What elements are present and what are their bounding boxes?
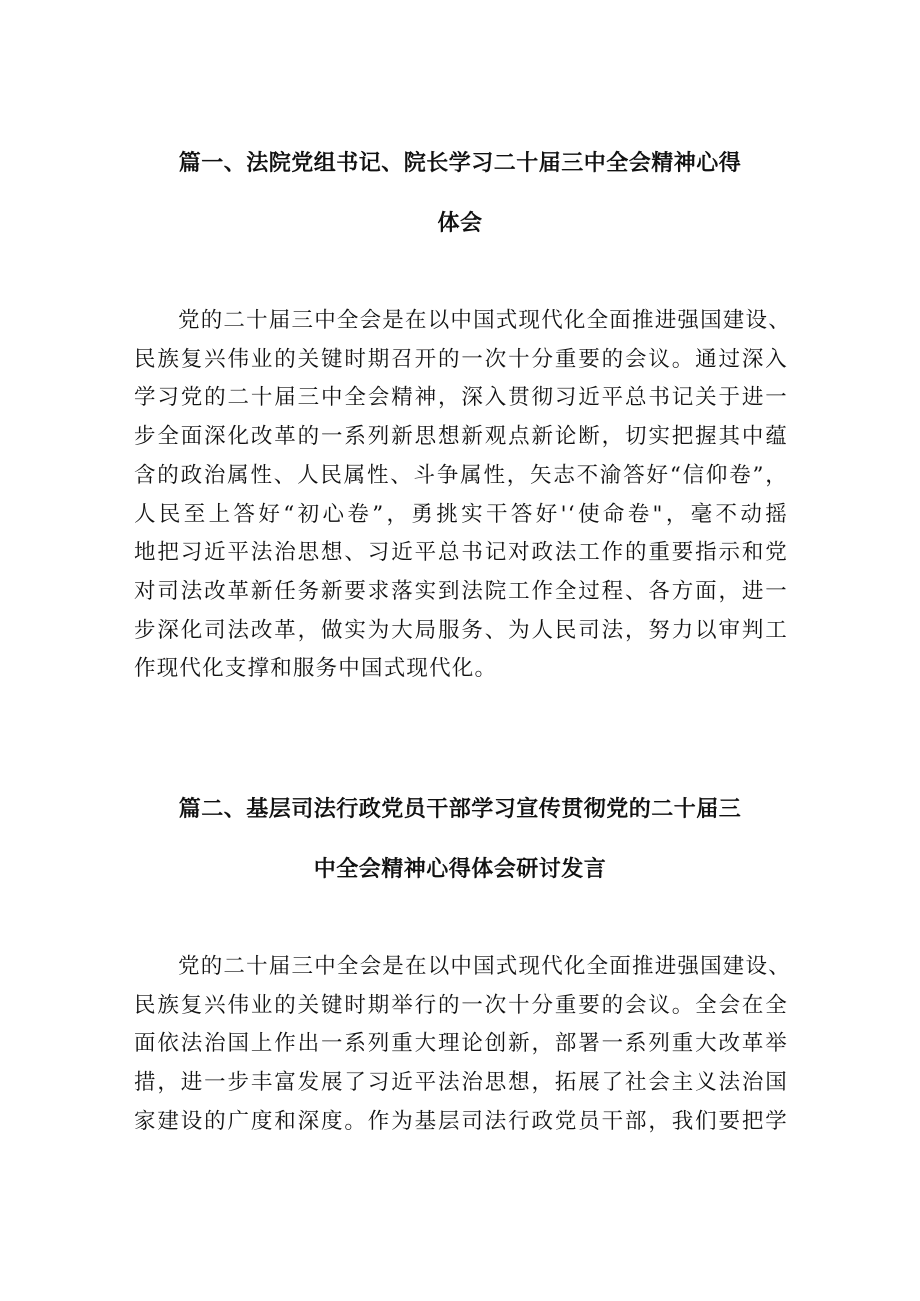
section-2-title-line-2: 中全会精神心得体会研讨发言 [313, 857, 607, 882]
section-1-paragraph-line: 民族复兴伟业的关键时期召开的一次十分重要的会议。通过深入 [134, 346, 788, 372]
section-2-paragraph [134, 948, 791, 1142]
section-2-title [100, 780, 820, 900]
section-2-paragraph-line: 面依法治国上作出一系列重大理论创新，部署一系列重大改革举 [134, 1031, 788, 1057]
section-1-paragraph-line: 人民至上答好“初心卷”，勇挑实干答好'‘使命卷"，毫不动摇 [134, 501, 788, 527]
section-2-paragraph-line: 措，进一步丰富发展了习近平法治思想，拓展了社会主义法治国 [134, 1070, 788, 1096]
section-2-paragraph-line: 家建设的广度和深度。作为基层司法行政党员干部，我们要把学 [134, 1108, 788, 1134]
section-2-paragraph-line: 党的二十届三中全会是在以中国式现代化全面推进强国建设、 [178, 954, 791, 979]
section-1-title-line-2: 体会 [437, 211, 483, 236]
section-1-paragraph-line: 学习党的二十届三中全会精神，深入贯彻习近平总书记关于进一 [134, 385, 788, 411]
section-1-paragraph-line: 作现代化支撑和服务中国式现代化。 [134, 656, 498, 682]
section-2-title-line-1: 篇二、基层司法行政党员干部学习宣传贯彻党的二十届三 [178, 797, 742, 822]
section-1-paragraph-line: 步全面深化改革的一系列新思想新观点新论断，切实把握其中蕴 [134, 424, 788, 450]
section-1-title [100, 134, 820, 254]
section-1-paragraph-line: 党的二十届三中全会是在以中国式现代化全面推进强国建设、 [178, 308, 791, 333]
section-1-paragraph-line: 地把习近平法治思想、习近平总书记对政法工作的重要指示和党 [134, 540, 788, 566]
section-1-paragraph-line: 含的政治属性、人民属性、斗争属性，矢志不渝答好“信仰卷”， [134, 462, 788, 488]
section-1-paragraph [134, 302, 791, 689]
section-1-paragraph-line: 对司法改革新任务新要求落实到法院工作全过程、各方面，进一 [134, 578, 788, 604]
section-2-paragraph-line: 民族复兴伟业的关键时期举行的一次十分重要的会议。全会在全 [134, 992, 788, 1018]
section-1-title-line-1: 篇一、法院党组书记、院长学习二十届三中全会精神心得 [178, 151, 742, 176]
section-1-paragraph-line: 步深化司法改革，做实为大局服务、为人民司法，努力以审判工 [134, 617, 788, 643]
